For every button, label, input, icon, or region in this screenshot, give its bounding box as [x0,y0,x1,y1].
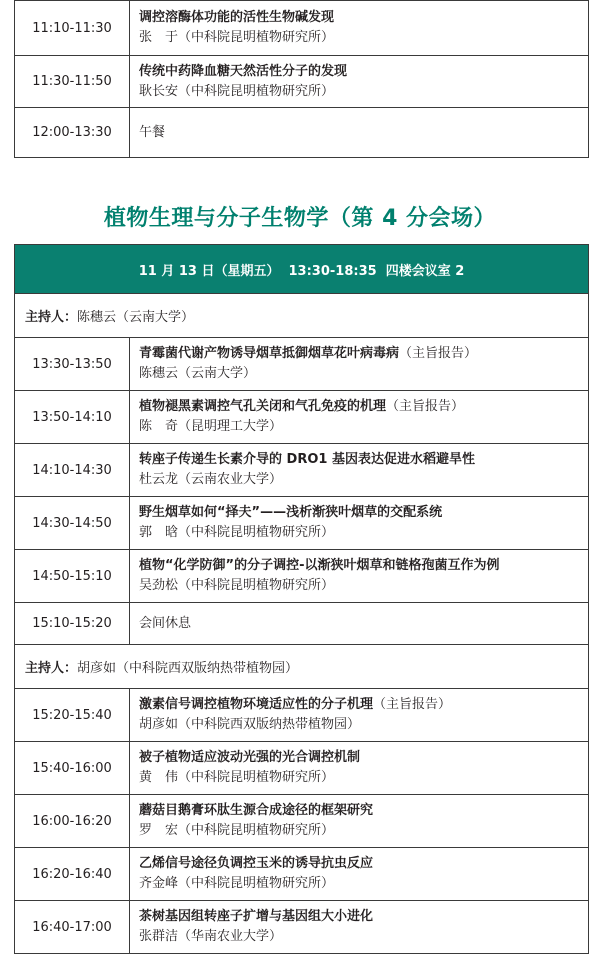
talk-title [139,397,588,417]
talk-cell [130,795,589,848]
session-banner: 11 月 13 日（星期五） 13:30-18:35 四楼会议室 2 [15,245,589,294]
time-cell: 16:40-17:00 [15,901,130,954]
schedule-row [15,56,589,108]
talk-title: 传统中药降血糖天然活性分子的发现 [139,63,348,79]
break-label: 会间休息 [139,615,192,631]
schedule-row [15,689,589,742]
schedule-row [15,795,589,848]
talk-title [139,695,588,715]
time-cell: 14:10-14:30 [15,444,130,497]
time-cell: 13:30-13:50 [15,338,130,391]
schedule-row [15,391,589,444]
talk-title: 茶树基因组转座子扩增与基因组大小进化 [139,909,374,924]
talk-title: 植物“化学防御”的分子调控-以渐狭叶烟草和链格孢菌互作为例 [139,558,500,573]
talk-cell [130,550,589,603]
talk-speaker: 陈 奇（昆明理工大学） [139,419,283,434]
time-cell: 15:40-16:00 [15,742,130,795]
chair-name: 胡彦如（中科院西双版纳热带植物园） [77,661,299,676]
time-cell: 16:00-16:20 [15,795,130,848]
chair-label: 主持人： [25,310,78,325]
schedule-row [15,550,589,603]
session-table [14,244,589,954]
talk-title-text: 植物褪黑素调控气孔关闭和气孔免疫的机理 [139,399,387,414]
talk-cell [130,742,589,795]
talk-speaker: 郭 晗（中科院昆明植物研究所） [139,525,335,540]
talk-speaker: 罗 宏（中科院昆明植物研究所） [139,823,335,838]
chair-name: 陈穗云（云南大学） [77,310,195,325]
section-heading: 植物生理与分子生物学（第 4 分会场） [103,206,497,231]
lunch-row [15,108,589,158]
time-cell: 13:50-14:10 [15,391,130,444]
chair-label: 主持人： [25,661,78,676]
lunch-cell [130,108,589,158]
talk-title: 蘑菇目鹅膏环肽生源合成途径的框架研究 [139,803,374,818]
talk-speaker: 胡彦如（中科院西双版纳热带植物园） [139,717,361,732]
schedule-row [15,1,589,56]
schedule-row [15,901,589,954]
schedule-row [15,497,589,550]
schedule-row [15,338,589,391]
chair-row [15,645,589,689]
time-cell: 14:30-14:50 [15,497,130,550]
talk-cell [130,338,589,391]
talk-title-text: 激素信号调控植物环境适应性的分子机理 [139,697,374,712]
talk-speaker: 耿长安（中科院昆明植物研究所） [139,83,335,99]
schedule-row [15,848,589,901]
talk-cell [130,1,589,56]
time-cell: 12:00-13:30 [15,108,130,158]
talk-title: 乙烯信号途径负调控玉米的诱导抗虫反应 [139,856,374,871]
talk-note: （主旨报告） [373,697,452,712]
lunch-label: 午餐 [139,124,166,140]
time-cell: 15:20-15:40 [15,689,130,742]
talk-cell [130,901,589,954]
time-cell: 16:20-16:40 [15,848,130,901]
chair-row [15,294,589,338]
talk-title: 转座子传递生长素介导的 DRO1 基因表达促进水稻避旱性 [139,452,475,467]
talk-speaker: 张 于（中科院昆明植物研究所） [139,30,335,45]
schedule-row [15,742,589,795]
session-banner-row [15,245,589,294]
chair-cell [15,294,589,338]
talk-speaker: 陈穗云（云南大学） [139,366,257,381]
time-cell: 11:10-11:30 [15,1,130,56]
talk-title: 被子植物适应波动光强的光合调控机制 [139,750,361,765]
talk-cell [130,497,589,550]
talk-speaker: 黄 伟（中科院昆明植物研究所） [139,770,335,785]
talk-note: （主旨报告） [386,399,465,414]
talk-speaker: 杜云龙（云南农业大学） [139,472,283,487]
talk-title: 野生烟草如何“择夫”——浅析渐狭叶烟草的交配系统 [139,505,443,520]
chair-cell [15,645,589,689]
talk-title-text: 青霉菌代谢产物诱导烟草抵御烟草花叶病毒病 [139,346,400,361]
talk-cell [130,848,589,901]
talk-cell [130,444,589,497]
talk-cell [130,689,589,742]
talk-speaker: 吴劲松（中科院昆明植物研究所） [139,578,335,593]
talk-speaker: 齐金峰（中科院昆明植物研究所） [139,876,335,891]
talk-note: （主旨报告） [399,346,478,361]
morning-schedule-table [14,0,589,158]
talk-speaker: 张群洁（华南农业大学） [139,929,283,944]
talk-title [139,344,588,364]
time-cell: 14:50-15:10 [15,550,130,603]
break-row [15,603,589,645]
talk-title: 调控溶酶体功能的活性生物碱发现 [139,10,335,25]
time-cell: 15:10-15:20 [15,603,130,645]
time-cell: 11:30-11:50 [15,56,130,108]
break-cell [130,603,589,645]
talk-cell [130,56,589,108]
schedule-row [15,444,589,497]
talk-cell [130,391,589,444]
